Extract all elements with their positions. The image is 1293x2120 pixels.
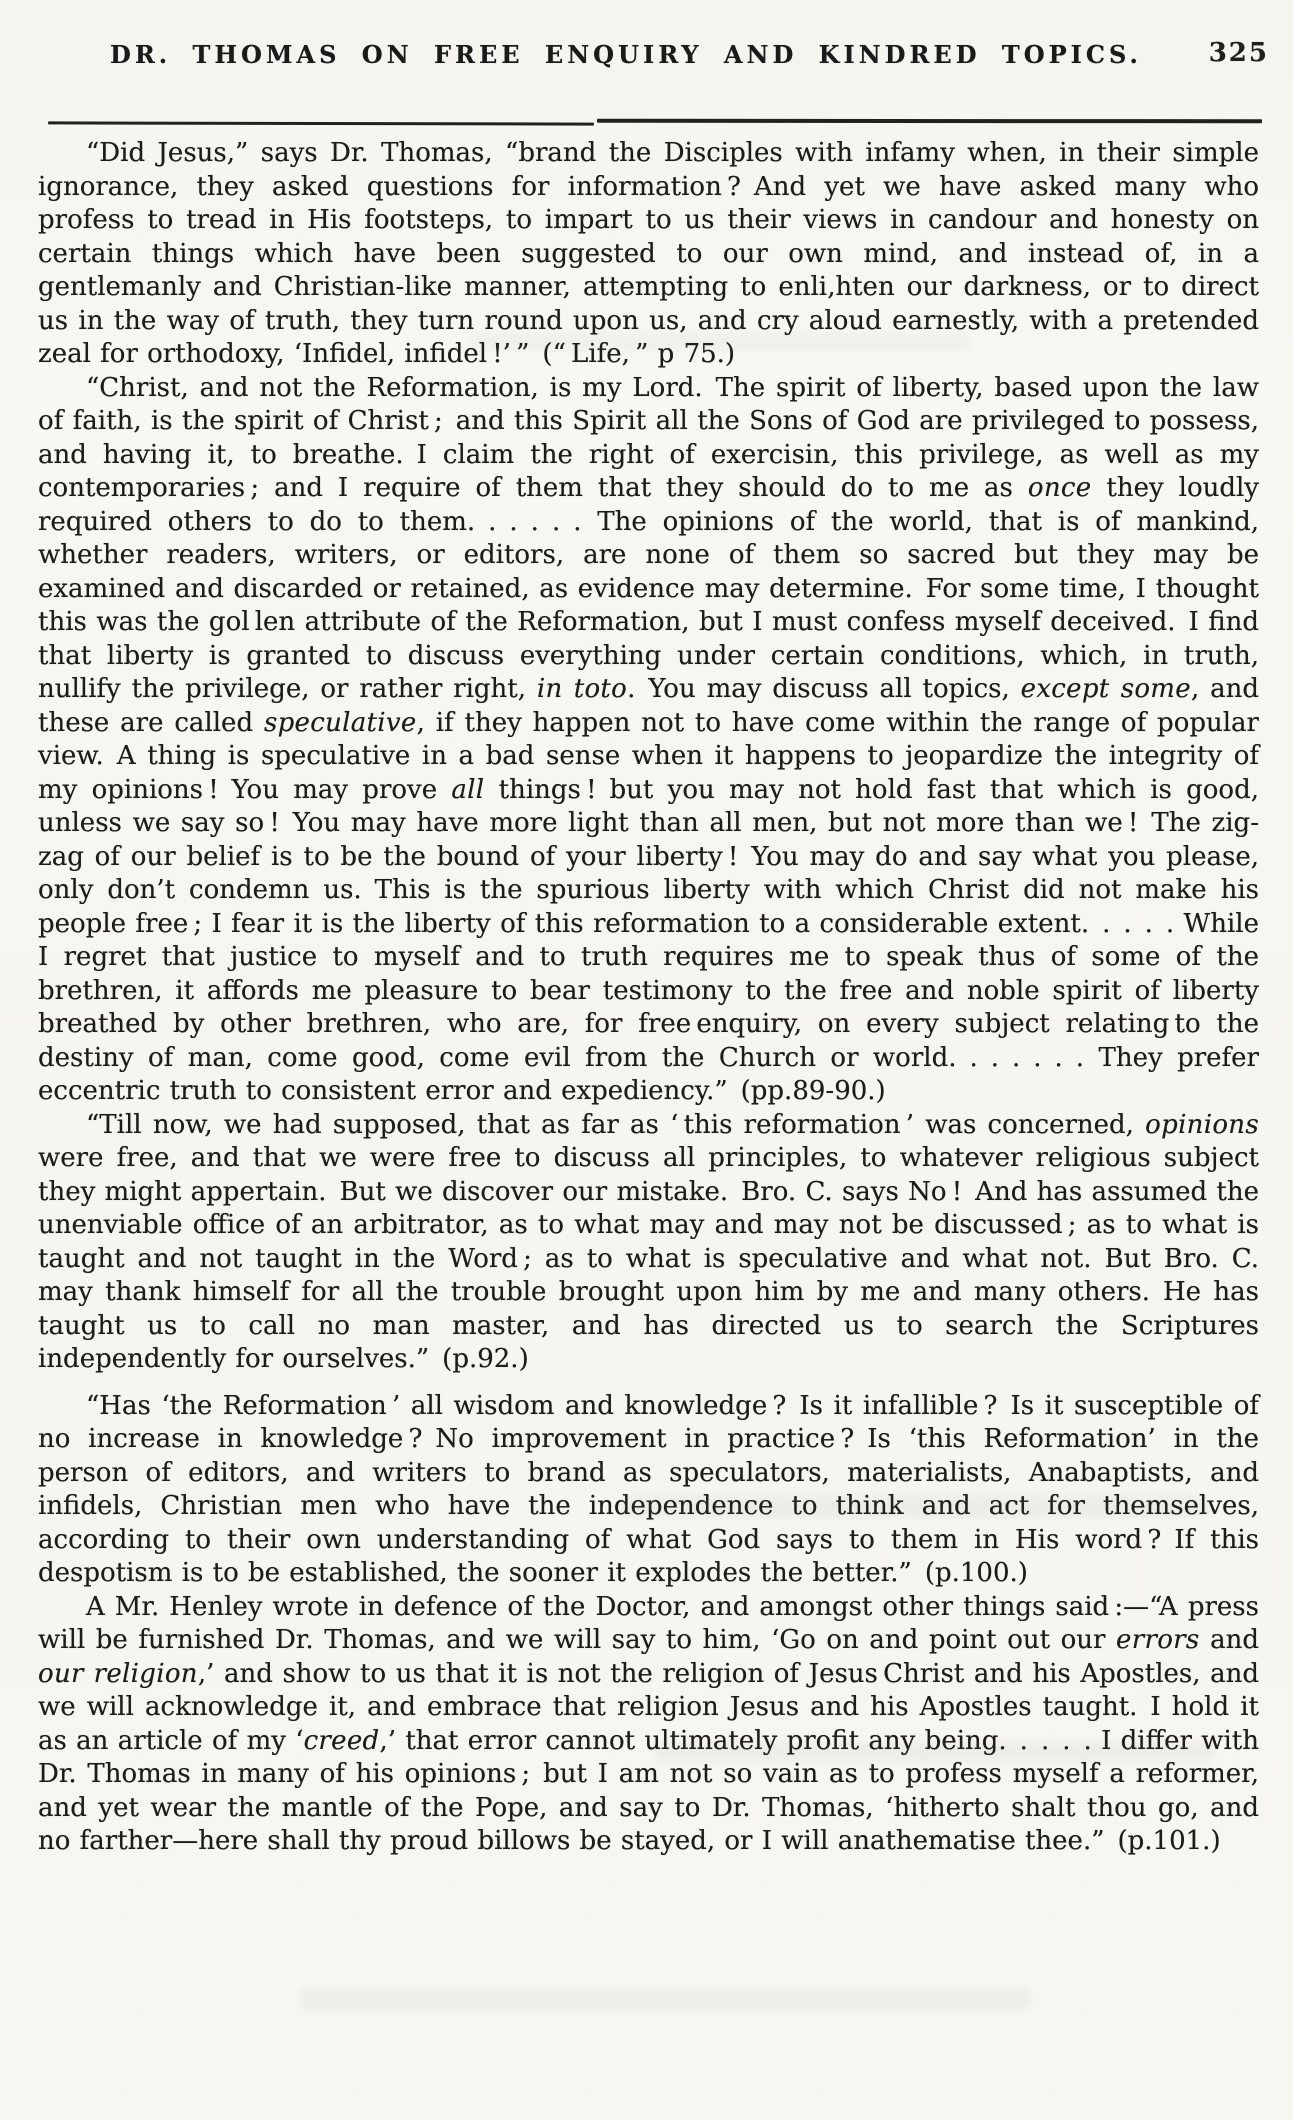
paragraph-did-jesus — [38, 137, 1259, 372]
page-header — [0, 0, 1293, 118]
text-run: . You may discuss all topics, — [627, 674, 1021, 704]
italic-text-run: except some — [1020, 674, 1191, 704]
page-body — [38, 137, 1259, 1859]
text-run: “Christ, and not the Reformation, is my Lord. The spirit of liberty, based upon the law of faith, is the spirit of Christ ; and this Spirit all the Sons of God are privileged to possess, and having it, to breathe. I claim the right of exercisin‚ this privilege, as well as my contemporaries ; and I require of them that they should do to me as — [38, 372, 1259, 503]
page-number: 325 — [1208, 38, 1269, 68]
italic-text-run: opinions — [1145, 1109, 1259, 1140]
header-rule-right-segment — [597, 119, 1262, 124]
bleedthrough-smudge — [300, 1988, 1030, 2010]
italic-text-run: errors — [1116, 1625, 1200, 1655]
text-run: ,’ and show to us that it is not the religion of Jesus Christ and his Apostles, and we will acknowledge it, and embrace that religion Jesus and his Apostles taught. I hold it as an article of my ‘ — [38, 1658, 1259, 1756]
text-run: , if they happen not to have come within the range of popular view. A thing is speculative in a bad sense when it happens to jeopardize the integrity of my opinions ! You may prove — [38, 707, 1259, 805]
text-run: ,’ that error cannot ultimately profit any being. . . . . I differ with Dr. Thomas in many of his opinions ; but I am not so vain as to profess myself a reformer, and yet wear the mantle of the Pope, and say to Dr. Thomas, ‘hitherto shalt thou go, and no farther—here shall thy proud billows be stayed, or I will anathematise thee.” (p.101.) — [38, 1725, 1259, 1856]
paragraph-till-now — [38, 1109, 1259, 1377]
text-run: “Did Jesus,” says Dr. Thomas, “brand the Disciples with infamy when, in their simple ignorance, they asked questions for information ? And yet we have asked many who profess to tread in His footsteps, to impart to us their views in candour and honesty on certain things which have been suggested to our own mind, and instead of, in a gentlemanly and Christian-like manner, attempting to enli‚hten our darkness, or to direct us in the way of truth, they turn round upon us, and cry aloud earnestly, with a pretended zeal for orthodoxy, ‘Infidel, infidel !’ ” (“ Life, ” p 75.) — [38, 138, 1259, 369]
italic-text-run: once — [1027, 473, 1092, 503]
italic-text-run: speculative — [263, 707, 417, 738]
paragraph-has-the-reformation — [38, 1390, 1259, 1591]
text-run: A Mr. Henley wrote in defence of the Doctor, and amongst other things said :—“A press will be furnished Dr. Thomas, and we will say to him, ‘Go on and point out our — [38, 1591, 1259, 1655]
header-rule-left-segment — [48, 121, 594, 125]
text-run: they loudly required others to do to them. . . . . . The opinions of the world, that is of mankind, whether readers, writers, or editors, are none of them so sacred but they may be examined and discarded or retained, as evidence may determine. For some time, I thought this was the gol len attribute of the Reformation, but I must confess myself deceived. I find that liberty is granted to discuss everything under certain conditions, which, in truth, nullify the privilege, or rather right, — [38, 473, 1259, 704]
text-run: “Till now, we had supposed, that as far as ‘ this reformation ’ was concerned, — [86, 1109, 1146, 1140]
text-run: were free, and that we were free to discuss all principles, to whatever religious subject they might appertain. But we discover our mistake. Bro. C. says No ! And has assumed the unenviable office of an arbitrator, as to what may and may not be discussed ; as to what is taught and not taught in the Word ; as to what is speculative and what not. But Bro. C. may thank himself for all the trouble brought upon him by me and many others. He has taught us to call no man master, and has directed us to search the Scriptures independently for ourselves.” (p.92.) — [38, 1143, 1259, 1374]
running-title: DR. THOMAS ON FREE ENQUIRY AND KINDRED TOPICS. — [110, 40, 1142, 69]
text-run: , and these are called — [38, 674, 1259, 738]
text-run: things ! but you may not hold fast that which is good, unless we say so ! You may have more light than all men, but not more than we ! The zig-zag of our belief is to be the bound of your liberty ! You may do and say what you please, only don’t condemn us. This is the spurious liberty with which Christ did not make his people free ; I fear it is the liberty of this reformation to a considerable extent. . . . . While I regret that justice to myself and to truth requires me to speak thus of some of the brethren, it affords me pleasure to bear testimony to the free and noble spirit of liberty breathed by other brethren, who are, for free enquiry, on every subject relating to the destiny of man, come good, come evil from the Church or world. . . . . . . They prefer eccentric truth to consistent error and expediency.” (pp.89-90.) — [38, 774, 1259, 1106]
text-run: and — [1199, 1625, 1259, 1655]
italic-text-run: our religion — [38, 1658, 198, 1689]
text-run: “Has ‘the Reformation ’ all wisdom and knowledge ? Is it infallible ? Is it susceptible of no increase in knowledge ? No improvement in practice ? Is ‘this Reformation’ in the person of editors, and writers to brand as speculators, materialists, Anabaptists, and infidels, Christian men who have the independence to think and act for themselves, according to their own understanding of what God says to them in His word ? If this despotism is to be established, the sooner it explodes the better.” (p.100.) — [38, 1390, 1259, 1588]
paragraph-christ-not-reformation — [38, 372, 1259, 1109]
paragraph-mr-henley — [38, 1591, 1259, 1859]
italic-text-run: all — [451, 774, 485, 805]
italic-text-run: creed — [303, 1725, 380, 1756]
italic-text-run: in toto — [536, 674, 628, 704]
